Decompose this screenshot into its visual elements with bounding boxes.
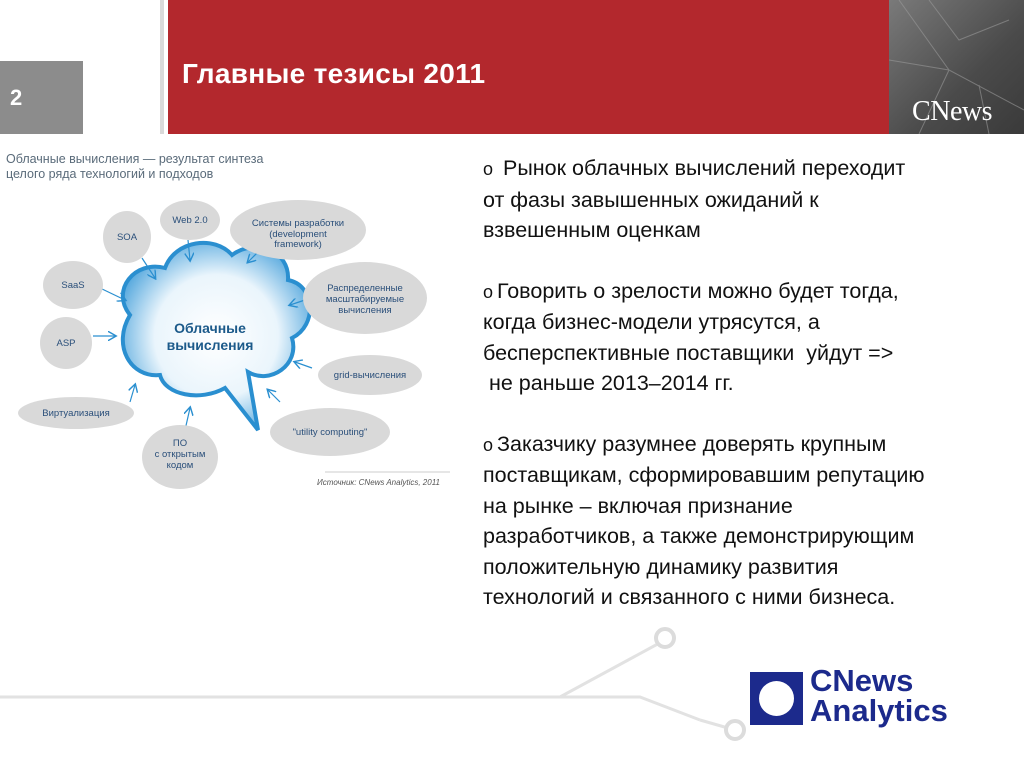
- node-open-source: с открытым: [154, 449, 206, 460]
- thesis-item: [483, 276, 1013, 399]
- cnews-analytics-logo: [750, 663, 990, 732]
- thesis-line: на рынке – включая признание: [483, 493, 793, 518]
- page-title: Главные тезисы 2011: [182, 58, 486, 89]
- node-utility: "utility computing": [292, 427, 368, 438]
- thesis-item: [483, 153, 1013, 246]
- node-asp: ASP: [56, 338, 76, 349]
- logo-line1: CNews: [810, 663, 914, 698]
- thesis-line: o Рынок облачных вычислений переходит: [483, 156, 906, 180]
- cloud-label-line2: вычисления: [166, 337, 254, 353]
- bullet-icon: o: [483, 159, 494, 179]
- theses-list: [483, 153, 1013, 643]
- slide-number: 2: [0, 61, 83, 134]
- caption-line: целого ряда технологий и подходов: [6, 167, 214, 181]
- node-grid: grid-вычисления: [333, 370, 407, 381]
- node-distributed: масштабируемые: [325, 294, 405, 305]
- node-open-source: ПО: [172, 438, 188, 449]
- thesis-line: поставщикам, сформировавшим репутацию: [483, 463, 925, 487]
- node-dev-systems: framework): [274, 239, 322, 250]
- caption-line: Облачные вычисления — результат синтеза: [6, 152, 264, 166]
- node-dev-systems: Системы разработки: [251, 218, 345, 229]
- thesis-line: взвешенным оценкам: [483, 218, 701, 242]
- thesis-line: от фазы завышенных ожиданий к: [483, 187, 819, 212]
- bullet-icon: o: [483, 434, 494, 455]
- cloud-label-line1: Облачные: [174, 320, 246, 336]
- thesis-line: не раньше 2013–2014 гг.: [483, 371, 734, 395]
- cloud-diagram: [0, 140, 460, 500]
- cnews-header-logo: CNews: [912, 96, 992, 127]
- thesis-line: o Говорить о зрелости можно будет тогда,: [483, 278, 899, 303]
- thesis-line: o Заказчику разумнее доверять крупным: [483, 431, 887, 456]
- thesis-line: положительную динамику развития: [483, 554, 839, 579]
- leaf-texture-panel: [889, 0, 1024, 134]
- node-web20: Web 2.0: [172, 215, 208, 226]
- logo-mark-icon: [750, 672, 803, 725]
- thesis-line: разработчиков, а также демонстрирующим: [483, 524, 915, 548]
- bullet-icon: o: [483, 281, 494, 302]
- node-virtualization: Виртуализация: [42, 408, 110, 419]
- logo-line2: Analytics: [810, 693, 948, 728]
- header-divider: [160, 0, 164, 134]
- node-distributed: вычисления: [338, 305, 392, 316]
- node-distributed: Распределенные: [327, 283, 403, 294]
- thesis-line: бесперспективные поставщики уйдут =>: [483, 340, 894, 365]
- diagram-source: Источник: CNews Analytics, 2011: [317, 478, 440, 487]
- circuit-decoration: [0, 600, 760, 768]
- thesis-item: [483, 429, 1013, 613]
- node-saas: SaaS: [61, 280, 85, 291]
- node-soa: SOA: [116, 232, 138, 243]
- diagram-svg: [0, 140, 460, 500]
- thesis-line: когда бизнес-модели утрясутся, а: [483, 310, 820, 334]
- logo-text: [810, 663, 948, 728]
- node-open-source: кодом: [166, 460, 194, 471]
- thesis-line: технологий и связанного с ними бизнеса.: [483, 585, 896, 609]
- node-dev-systems: (development: [269, 229, 327, 240]
